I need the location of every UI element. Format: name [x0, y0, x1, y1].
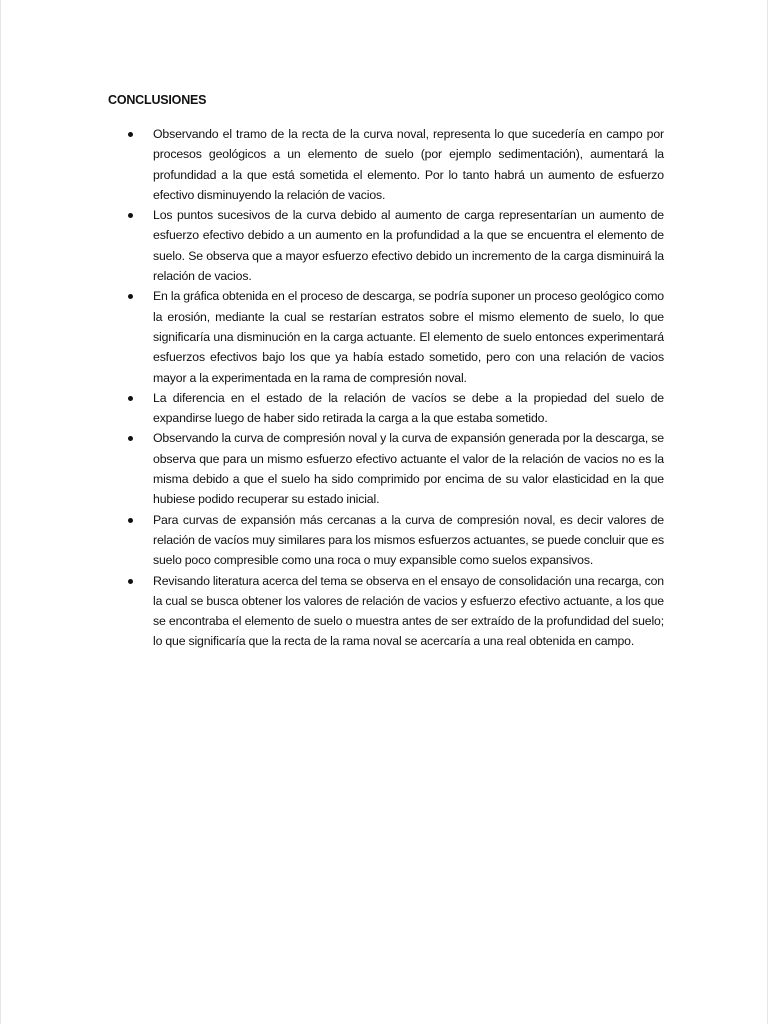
bullet-icon — [128, 132, 133, 137]
bullet-icon — [128, 213, 133, 218]
conclusions-list — [153, 124, 664, 652]
bullet-icon — [128, 396, 133, 401]
bullet-icon — [128, 294, 133, 299]
list-item — [153, 510, 664, 571]
list-item-text: Observando el tramo de la recta de la curva noval, representa lo que sucedería en campo por procesos geológicos a un elemento de suelo (por ejemplo sedimentación), aumentará la profundidad a la que está sometida el elemento. Por lo tanto habrá un aumento de esfuerzo efectivo disminuyendo la relación de vacios. — [153, 127, 664, 202]
list-item — [153, 571, 664, 652]
list-item-text: Para curvas de expansión más cercanas a la curva de compresión noval, es decir valores de relación de vacíos muy similares para los mismos esfuerzos actuantes, se puede concluir que es suelo poco compresible como una roca o muy expansible como suelos expansivos. — [153, 512, 664, 568]
list-item — [153, 388, 664, 429]
list-item-text: Los puntos sucesivos de la curva debido al aumento de carga representarían un aumento de esfuerzo efectivo debido a un aumento en la profundidad a la que se encuentra el elemento de suelo. Se observa que a mayor esfuerzo efectivo debido un incremento de la carga disminuirá la relación de vacios. — [153, 208, 664, 284]
list-item — [153, 205, 664, 286]
bullet-icon — [128, 518, 133, 523]
section-heading: CONCLUSIONES — [108, 93, 207, 107]
list-item — [153, 124, 664, 205]
list-item — [153, 286, 664, 387]
bullet-icon — [128, 579, 133, 584]
list-item-text: Observando la curva de compresión noval y la curva de expansión generada por la descarga, se observa que para un mismo esfuerzo efectivo actuante el valor de la relación de vacios no es la misma debido a que el suelo ha sido comprimido por encima de su valor elasticidad en la que hubiese podido recuperar su estado inicial. — [153, 431, 664, 507]
list-item — [153, 428, 664, 509]
list-item-text: En la gráfica obtenida en el proceso de descarga, se podría suponer un proceso geológico como la erosión, mediante la cual se restarían estratos sobre el mismo elemento de suelo, lo que significaría una disminución en la carga actuante. El elemento de suelo entonces experimentará esfuerzos efectivos bajo los que ya había estado sometido, pero con una relación de vacios mayor a la experimentada en la rama de compresión noval. — [153, 289, 664, 385]
list-item-text: La diferencia en el estado de la relación de vacíos se debe a la propiedad del suelo de expandirse luego de haber sido retirada la carga a la que estaba sometido. — [153, 390, 664, 426]
list-item-text: Revisando literatura acerca del tema se observa en el ensayo de consolidación una recarga, con la cual se busca obtener los valores de relación de vacios y esfuerzo efectivo actuante, a los que se encontraba el elemento de suelo o muestra antes de ser extraído de la profundidad del suelo; lo que significaría que la recta de la rama noval se acercaría a una real obtenida en campo. — [153, 573, 664, 649]
bullet-icon — [128, 436, 133, 441]
